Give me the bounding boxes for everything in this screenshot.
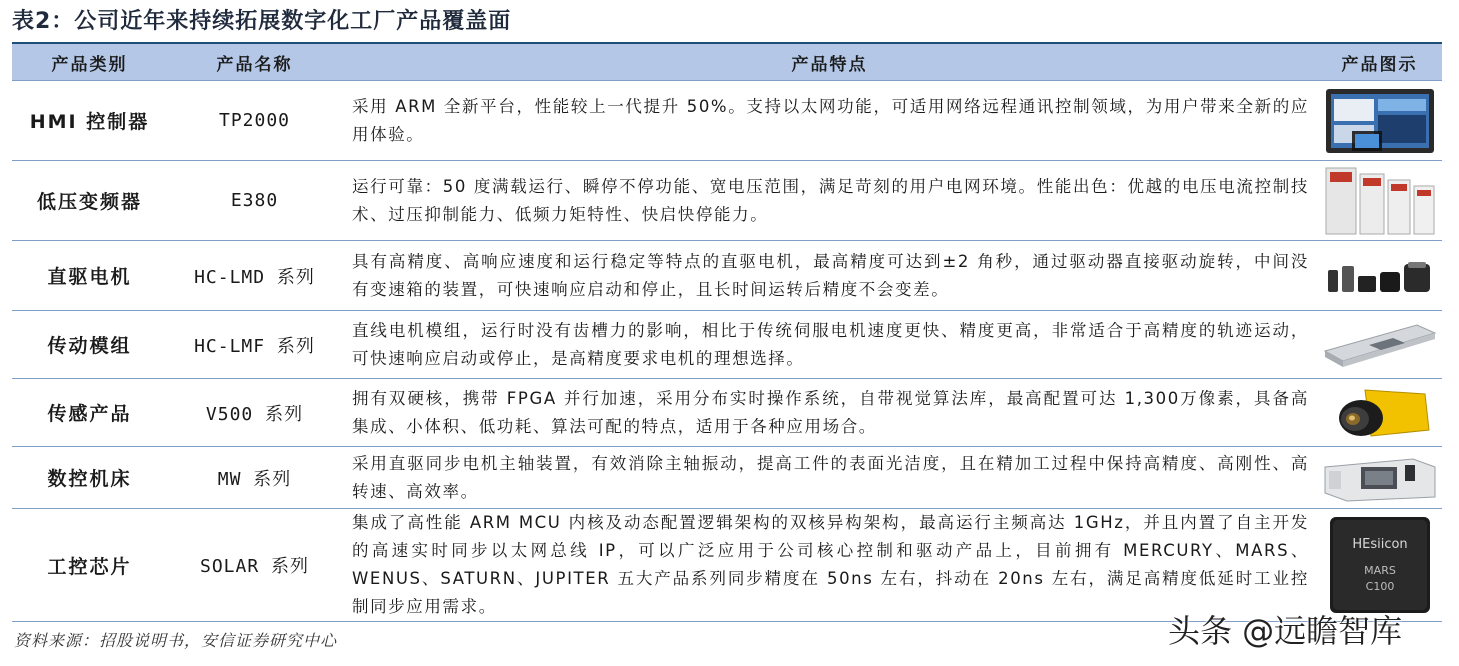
- product-category: 工控芯片: [12, 509, 167, 622]
- product-table: [12, 44, 1442, 622]
- product-features: 运行可靠：50 度满载运行、瞬停不停功能、宽电压范围，满足苛刻的用户电网环境。性能出色：优越的电压电流控制技术、过压抑制能力、低频力矩特性、快启快停能力。: [342, 161, 1317, 241]
- source-note: 资料来源：招股说明书，安信证券研究中心: [14, 631, 338, 650]
- watermark: 头条 @远瞻智库: [1168, 612, 1403, 650]
- chip-photo: [1327, 514, 1433, 616]
- linear-module-photo: [1321, 317, 1439, 373]
- product-category: HMI 控制器: [12, 81, 167, 161]
- product-category: 直驱电机: [12, 241, 167, 311]
- inverter-photo: [1322, 164, 1438, 238]
- header-features: 产品特点: [342, 44, 1317, 81]
- header-name: 产品名称: [167, 44, 342, 81]
- product-features: 拥有双硬核，携带 FPGA 并行加速，采用分布实时操作系统，自带视觉算法库，最高配置可达 1,300万像素，具备高集成、小体积、低功耗、算法可配的特点，适用于各种应用场合。: [342, 379, 1317, 447]
- cnc-machine-photo: [1321, 453, 1439, 503]
- product-category: 低压变频器: [12, 161, 167, 241]
- table-row: [12, 241, 1442, 311]
- product-features: 采用 ARM 全新平台，性能较上一代提升 50%。支持以太网功能，可适用网络远程通讯控制领域，为用户带来全新的应用体验。: [342, 81, 1317, 161]
- header-image: 产品图示: [1317, 44, 1442, 81]
- table-title: 表2：公司近年来持续拓展数字化工厂产品覆盖面: [12, 9, 512, 34]
- table-row: [12, 161, 1442, 241]
- chip-part: C100: [1365, 580, 1394, 593]
- product-name: V500 系列: [167, 379, 342, 447]
- chip-brand: HEsiicon: [1351, 537, 1408, 552]
- table-row: [12, 379, 1442, 447]
- product-name: MW 系列: [167, 447, 342, 509]
- header-row: [12, 44, 1442, 81]
- product-category: 数控机床: [12, 447, 167, 509]
- table-row: [12, 81, 1442, 161]
- product-features: 具有高精度、高响应速度和运行稳定等特点的直驱电机，最高精度可达到±2 角秒，通过驱动器直接驱动旋转，中间没有变速箱的装置，可快速响应启动和停止，且长时间运转后精度不会变差。: [342, 241, 1317, 311]
- direct-drive-motor-photo: [1322, 256, 1438, 296]
- product-name: SOLAR 系列: [167, 509, 342, 622]
- header-category: 产品类别: [12, 44, 167, 81]
- chip-model: MARS: [1363, 564, 1396, 577]
- product-category: 传感产品: [12, 379, 167, 447]
- product-name: E380: [167, 161, 342, 241]
- table-row: [12, 509, 1442, 622]
- product-name: HC-LMD 系列: [167, 241, 342, 311]
- product-name: HC-LMF 系列: [167, 311, 342, 379]
- vision-camera-photo: [1325, 384, 1435, 442]
- table-row: [12, 311, 1442, 379]
- product-features: 直线电机模组，运行时没有齿槽力的影响，相比于传统伺服电机速度更快、精度更高，非常适合于高精度的轨迹运动，可快速响应启动或停止，是高精度要求电机的理想选择。: [342, 311, 1317, 379]
- product-name: TP2000: [167, 81, 342, 161]
- product-category: 传动模组: [12, 311, 167, 379]
- table-row: [12, 447, 1442, 509]
- hmi-screen-photo: [1322, 85, 1438, 157]
- product-features: 集成了高性能 ARM MCU 内核及动态配置逻辑架构的双核异构架构，最高运行主频高达 1GHz，并且内置了自主开发的高速实时同步以太网总线 IP，可以广泛应用于公司核心控制和驱动产品上，目前拥有 MERCURY、MARS、WENUS、SATURN、JUPITER 五大产品系列同步精度在 50ns 左右，抖动在 20ns 左右，满足高精度低延时工业控制同步应用需求。: [342, 509, 1317, 622]
- product-features: 采用直驱同步电机主轴装置，有效消除主轴振动，提高工件的表面光洁度，且在精加工过程中保持高精度、高刚性、高转速、高效率。: [342, 447, 1317, 509]
